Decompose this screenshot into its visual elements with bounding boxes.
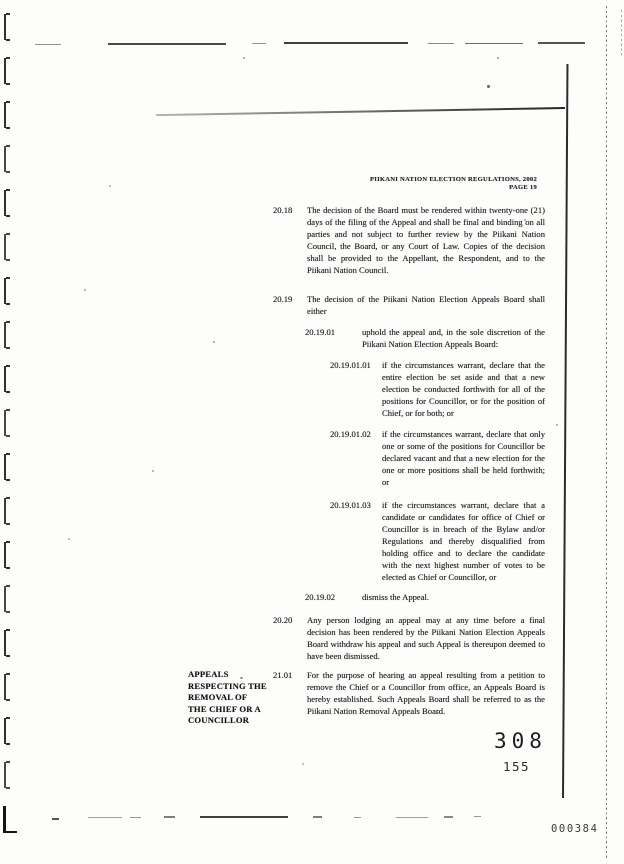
clause-text: uphold the appeal and, in the sole discretion of the Piikani Nation Election Appeals Board: [362,327,545,349]
margin-heading-line: RESPECTING THE [188,680,267,691]
clause-20-19-01-03 [330,499,545,583]
clause-text: The decision of the Board must be rendered within twenty-one (21) days of the filing of the Appeal and shall be final and binding on all parties and not subject to further review by the Piikani Nation Council, the Board, or any Court of Law. Copies of the decision shall be provided to the Appellant, the Respondent, and to the Piikani Nation Council. [307,205,545,275]
clause-21-01 [188,669,545,725]
clause-text: Any person lodging an appeal may at any time before a final decision has been rendered by the Piikani Nation Election Appeals Board withdraw his appeal and such Appeal is thereupon deemed to have been dismissed. [307,615,545,661]
clause-number: 20.18 [273,205,293,215]
clause-number: 21.01 [273,670,293,680]
clause-20-19-02 [305,591,545,603]
clause-number: 20.19.02 [305,592,336,602]
page-number-155: 155 [503,759,531,774]
margin-heading-line: COUNCILLOR [188,715,250,725]
clause-20-19-01 [305,326,545,350]
clause-text: if the circumstances warrant, declare that only one or some of the positions for Councillor be declared vacant and that a new election for the one or more positions shall be held forthwith; or [382,429,545,487]
document-body [188,204,545,725]
clause-text: The decision of the Piikani Nation Election Appeals Board shall either [307,294,545,316]
margin-heading-line: REMOVAL OF [188,692,248,702]
clause-number: 20.20 [273,615,293,625]
clause-number: 20.19.01.02 [330,429,371,439]
clause-text: if the circumstances warrant, declare that the entire election be set aside and that a new election be conducted forthwith for all of the positions for Councillor, or for the position of Chief, or for both; or [382,360,545,418]
page-label: PAGE 19 [509,184,537,191]
clause-number: 20.19.01.01 [330,360,371,370]
document-header [370,176,537,192]
regulation-title: PIIKANI NATION ELECTION REGULATIONS, 2002 [370,176,537,183]
clause-number: 20.19 [273,294,293,304]
margin-heading [188,669,270,727]
clause-20-19-01-01 [330,359,545,419]
clause-20-18 [273,204,545,276]
clause-number: 20.19.01.03 [330,500,371,510]
clause-20-19 [273,293,545,317]
clause-number: 20.19.01 [305,327,336,337]
margin-heading-line: APPEALS [188,669,229,679]
bates-number: 000384 [551,823,599,835]
clause-text: dismiss the Appeal. [362,592,430,602]
stamp-number-308: 308 [494,729,547,753]
clause-20-19-01-02 [330,428,545,488]
clause-text: if the circumstances warrant, declare that a candidate or candidates for office of Chief or Councillor is in breach of the Bylaw and/or Regulations and thereby disqualified from holding office and to declare the candidate with the next highest number of votes to be elected as Chief or Councillor, or [382,500,545,582]
clause-text: For the purpose of hearing an appeal resulting from a petition to remove the Chief or a Councillor from office, an Appeals Board is hereby established. Such Appeals Board shall be referred to as the Piikani Nation Removal Appeals Board. [307,670,545,716]
clause-20-20 [273,614,545,662]
margin-heading-line: THE CHIEF OR A [188,703,261,714]
